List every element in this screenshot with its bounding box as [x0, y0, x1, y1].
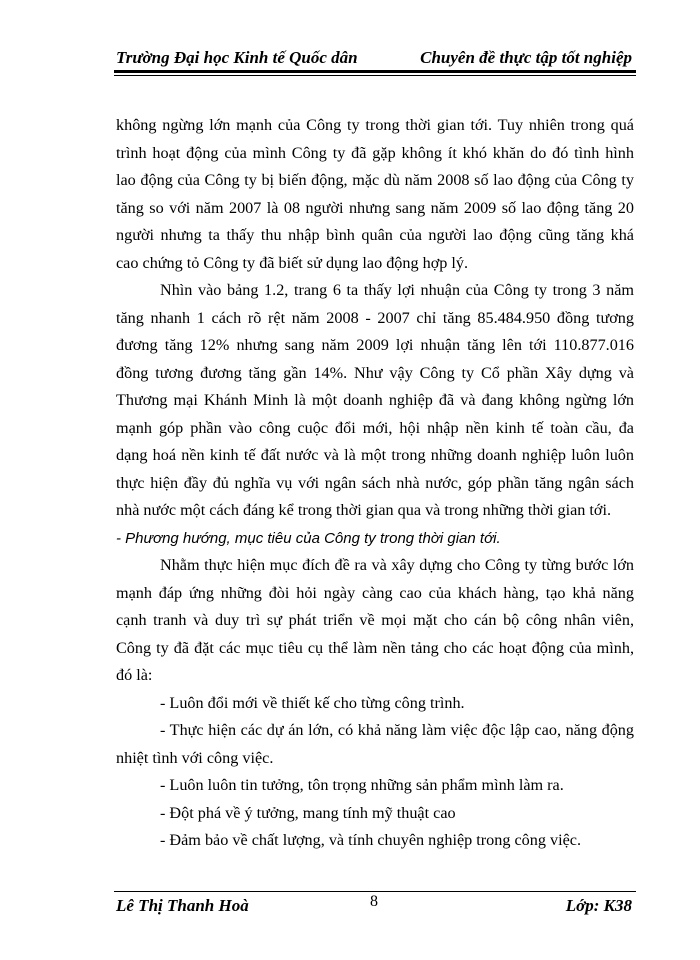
- body-line: nhà nước một cách đáng kể trong thời gian qua và trong những thời gian tới.: [116, 501, 612, 519]
- body-text: [116, 112, 634, 855]
- header-university: Trường Đại học Kinh tế Quốc dân: [116, 48, 358, 67]
- body-line: dạng hoá nền kinh tế đất nước và là một trong những doanh nghiệp luôn luôn: [116, 446, 634, 464]
- body-line: mạnh đáp ứng những đòi hỏi ngày càng cao của khách hàng, tạo khả năng: [116, 583, 634, 602]
- body-line: trình hoạt động của mình Công ty đã gặp không ít khó khăn do đó tình hình: [116, 143, 634, 162]
- page-header: [114, 46, 636, 70]
- list-item: - Luôn đổi mới về thiết kế cho từng công trình.: [160, 693, 465, 712]
- list-item: - Đảm bảo về chất lượng, và tính chuyên nghiệp trong công việc.: [160, 831, 582, 849]
- header-report-title: Chuyên đề thực tập tốt nghiệp: [420, 48, 632, 67]
- page-number: 8: [370, 893, 378, 910]
- body-line: Nhằm thực hiện mục đích đề ra và xây dựng cho Công ty từng bước lớn: [160, 556, 634, 574]
- body-line: cạnh tranh và duy trì sự phát triển về mọi mặt cho cán bộ công nhân viên,: [116, 611, 634, 629]
- body-line: cao chứng tỏ Công ty đã biết sử dụng lao động hợp lý.: [116, 253, 469, 272]
- body-line: Nhìn vào bảng 1.2, trang 6 ta thấy lợi nhuận của Công ty trong 3 năm: [160, 281, 634, 299]
- body-line: không ngừng lớn mạnh của Công ty trong thời gian tới. Tuy nhiên trong quá: [116, 116, 634, 134]
- body-line: lao động của Công ty bị biến động, mặc dù năm 2008 số lao động của Công ty: [116, 171, 634, 189]
- body-line: đồng tương đương tăng gần 14%. Như vậy Công ty Cổ phần Xây dựng và: [116, 363, 634, 382]
- section-heading: - Phương hướng, mục tiêu của Công ty trong thời gian tới.: [116, 529, 501, 547]
- body-line: Công ty đã đặt các mục tiêu cụ thể làm nền tảng cho các hoạt động của mình,: [116, 638, 634, 657]
- body-line: đó là:: [116, 666, 153, 684]
- body-line: thực hiện đầy đủ nghĩa vụ với ngân sách nhà nước, góp phần tăng ngân sách: [116, 473, 634, 492]
- body-line: đương tăng 12% nhưng sang năm 2009 lợi nhuận tăng lên tới 110.877.016: [116, 336, 634, 354]
- page-footer: [114, 893, 636, 915]
- header-rule-thin: [114, 75, 636, 76]
- body-line: tăng so với năm 2007 là 08 người nhưng sang năm 2009 số lao động tăng 20: [116, 198, 634, 217]
- body-line: tăng nhanh 1 cách rõ rệt năm 2008 - 2007 chỉ tăng 85.484.950 đồng tương: [116, 308, 634, 327]
- body-line: Thương mại Khánh Minh là một doanh nghiệp đã và đang không ngừng lớn: [116, 391, 634, 409]
- list-item: - Thực hiện các dự án lớn, có khả năng làm việc độc lập cao, năng động: [160, 721, 634, 739]
- footer-author: Lê Thị Thanh Hoà: [116, 896, 249, 915]
- header-rule-thick: [114, 70, 636, 73]
- footer-rule: [114, 891, 636, 892]
- list-item: - Đột phá về ý tưởng, mang tính mỹ thuật cao: [160, 803, 456, 822]
- body-line: mạnh góp phần vào công cuộc đổi mới, hội nhập nền kinh tế toàn cầu, đa: [116, 418, 634, 437]
- list-item: - Luôn luôn tin tưởng, tôn trọng những sản phẩm mình làm ra.: [160, 776, 564, 794]
- body-line: người nhưng ta thấy thu nhập bình quân của người lao động cũng tăng khá: [116, 226, 634, 244]
- list-item-continuation: nhiệt tình với công việc.: [116, 748, 274, 767]
- footer-class: Lớp: K38: [565, 896, 632, 915]
